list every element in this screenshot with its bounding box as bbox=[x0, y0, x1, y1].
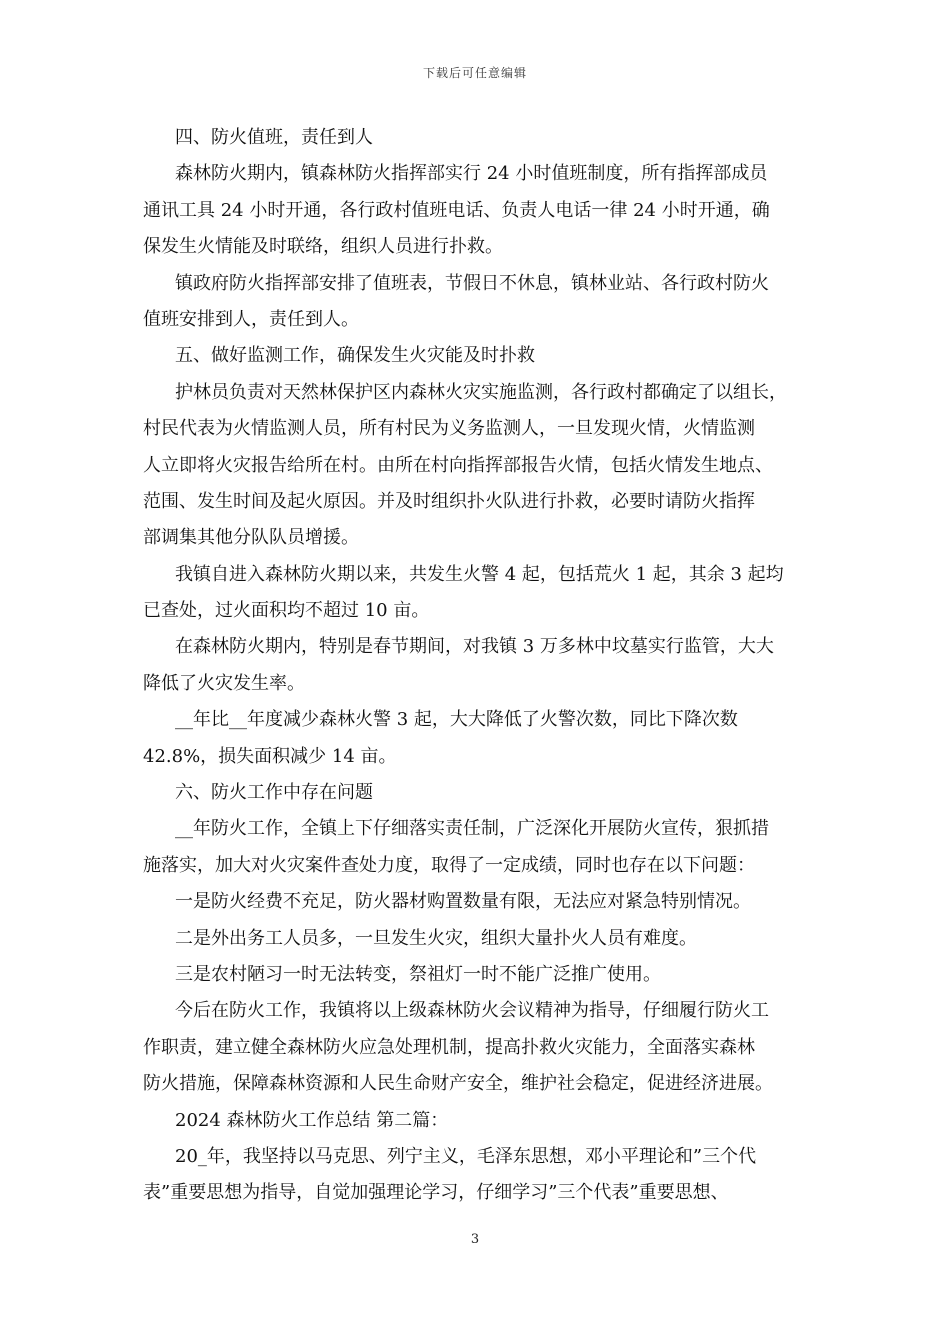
text-line: 人立即将火灾报告给所在村。由所在村向指挥部报告火情，包括火情发生地点、 bbox=[143, 454, 773, 476]
text-line: 镇政府防火指挥部安排了值班表，节假日不休息，镇林业站、各行政村防火 bbox=[175, 272, 769, 294]
text-line: 作职责，建立健全森林防火应急处理机制，提高扑救火灾能力，全面落实森林 bbox=[143, 1036, 755, 1058]
text-line: 防火措施，保障森林资源和人民生命财产安全，维护社会稳定，促进经济进展。 bbox=[143, 1073, 773, 1095]
text-line: 已查处，过火面积均不超过 10 亩。 bbox=[143, 600, 430, 622]
page-number: 3 bbox=[470, 1232, 480, 1247]
text-line: 二是外出务工人员多，一旦发生火灾，组织大量扑火人员有难度。 bbox=[175, 927, 697, 949]
document-body bbox=[143, 120, 811, 1212]
text-line: 村民代表为火情监测人员，所有村民为义务监测人，一旦发现火情，火情监测 bbox=[143, 418, 755, 440]
text-line: __年防火工作，全镇上下仔细落实责任制，广泛深化开展防火宣传，狠抓措 bbox=[175, 818, 769, 840]
text-line: __年比__年度减少森林火警 3 起，大大降低了火警次数，同比下降次数 bbox=[175, 709, 738, 731]
text-line: 降低了火灾发生率。 bbox=[143, 672, 305, 694]
text-line: 在森林防火期内，特别是春节期间，对我镇 3 万多林中坟墓实行监管，大大 bbox=[175, 636, 774, 658]
text-line: 我镇自进入森林防火期以来，共发生火警 4 起，包括荒火 1 起，其余 3 起均 bbox=[175, 563, 784, 585]
text-line: 部调集其他分队队员增援。 bbox=[143, 527, 359, 549]
text-line: 五、做好监测工作，确保发生火灾能及时扑救 bbox=[175, 345, 535, 367]
text-line: 四、防火值班，责任到人 bbox=[175, 127, 373, 148]
text-line: 值班安排到人，责任到人。 bbox=[143, 308, 359, 330]
text-line: 森林防火期内，镇森林防火指挥部实行 24 小时值班制度，所有指挥部成员 bbox=[175, 163, 768, 185]
text-line: 六、防火工作中存在问题 bbox=[175, 782, 373, 804]
text-line: 20_年，我坚持以马克思、列宁主义，毛泽东思想，邓小平理论和”三个代 bbox=[175, 1145, 757, 1167]
text-line: 通讯工具 24 小时开通，各行政村值班电话、负责人电话一律 24 小时开通，确 bbox=[143, 199, 770, 221]
text-line: 一是防火经费不充足，防火器材购置数量有限，无法应对紧急特别情况。 bbox=[175, 891, 751, 913]
text-line: 三是农村陋习一时无法转变，祭祖灯一时不能广泛推广使用。 bbox=[175, 963, 661, 985]
text-line: 保发生火情能及时联络，组织人员进行扑救。 bbox=[143, 236, 503, 258]
page-header: 下载后可任意编辑 bbox=[422, 66, 527, 80]
text-line: 护林员负责对天然林保护区内森林火灾实施监测，各行政村都确定了以组长， bbox=[175, 381, 787, 403]
text-line: 表”重要思想为指导，自觉加强理论学习，仔细学习”三个代表”重要思想、 bbox=[143, 1182, 729, 1204]
text-line: 今后在防火工作，我镇将以上级森林防火会议精神为指导，仔细履行防火工 bbox=[175, 1000, 769, 1022]
text-line: 施落实，加大对火灾案件查处力度，取得了一定成绩，同时也存在以下问题： bbox=[143, 854, 755, 876]
text-line: 范围、发生时间及起火原因。并及时组织扑火队进行扑救，必要时请防火指挥 bbox=[143, 490, 755, 512]
text-line: 42.8%，损失面积减少 14 亩。 bbox=[143, 745, 397, 767]
text-line: 2024 森林防火工作总结 第二篇： bbox=[175, 1109, 449, 1131]
